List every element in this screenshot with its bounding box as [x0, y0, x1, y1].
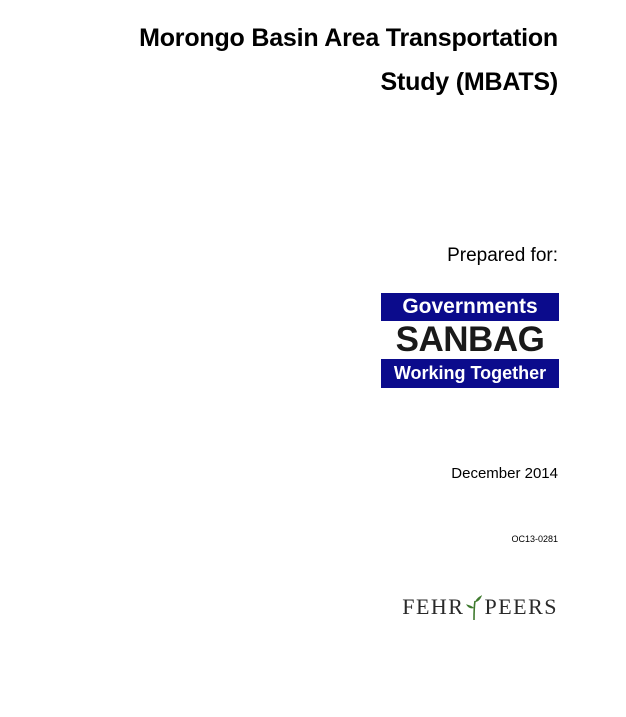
prepared-for-label: Prepared for:	[447, 245, 558, 266]
logo-sanbag-text: SANBAG	[395, 320, 545, 359]
title-line-2: Study (MBATS)	[380, 68, 558, 96]
fehr-peers-logo	[402, 592, 558, 622]
fehr-text: FEHR	[402, 594, 465, 619]
project-code: OC13-0281	[511, 534, 558, 544]
logo-working-together-band: Working Together	[381, 359, 559, 388]
document-title	[38, 16, 558, 104]
sanbag-logo	[381, 293, 559, 388]
peers-word	[484, 592, 558, 622]
sprout-icon	[465, 593, 483, 621]
fehr-word	[402, 592, 464, 622]
document-date: December 2014	[451, 465, 558, 482]
title-line-1: Morongo Basin Area Transportation	[139, 24, 558, 52]
peers-text: PEERS	[484, 594, 558, 619]
logo-governments-band: Governments	[381, 293, 559, 321]
